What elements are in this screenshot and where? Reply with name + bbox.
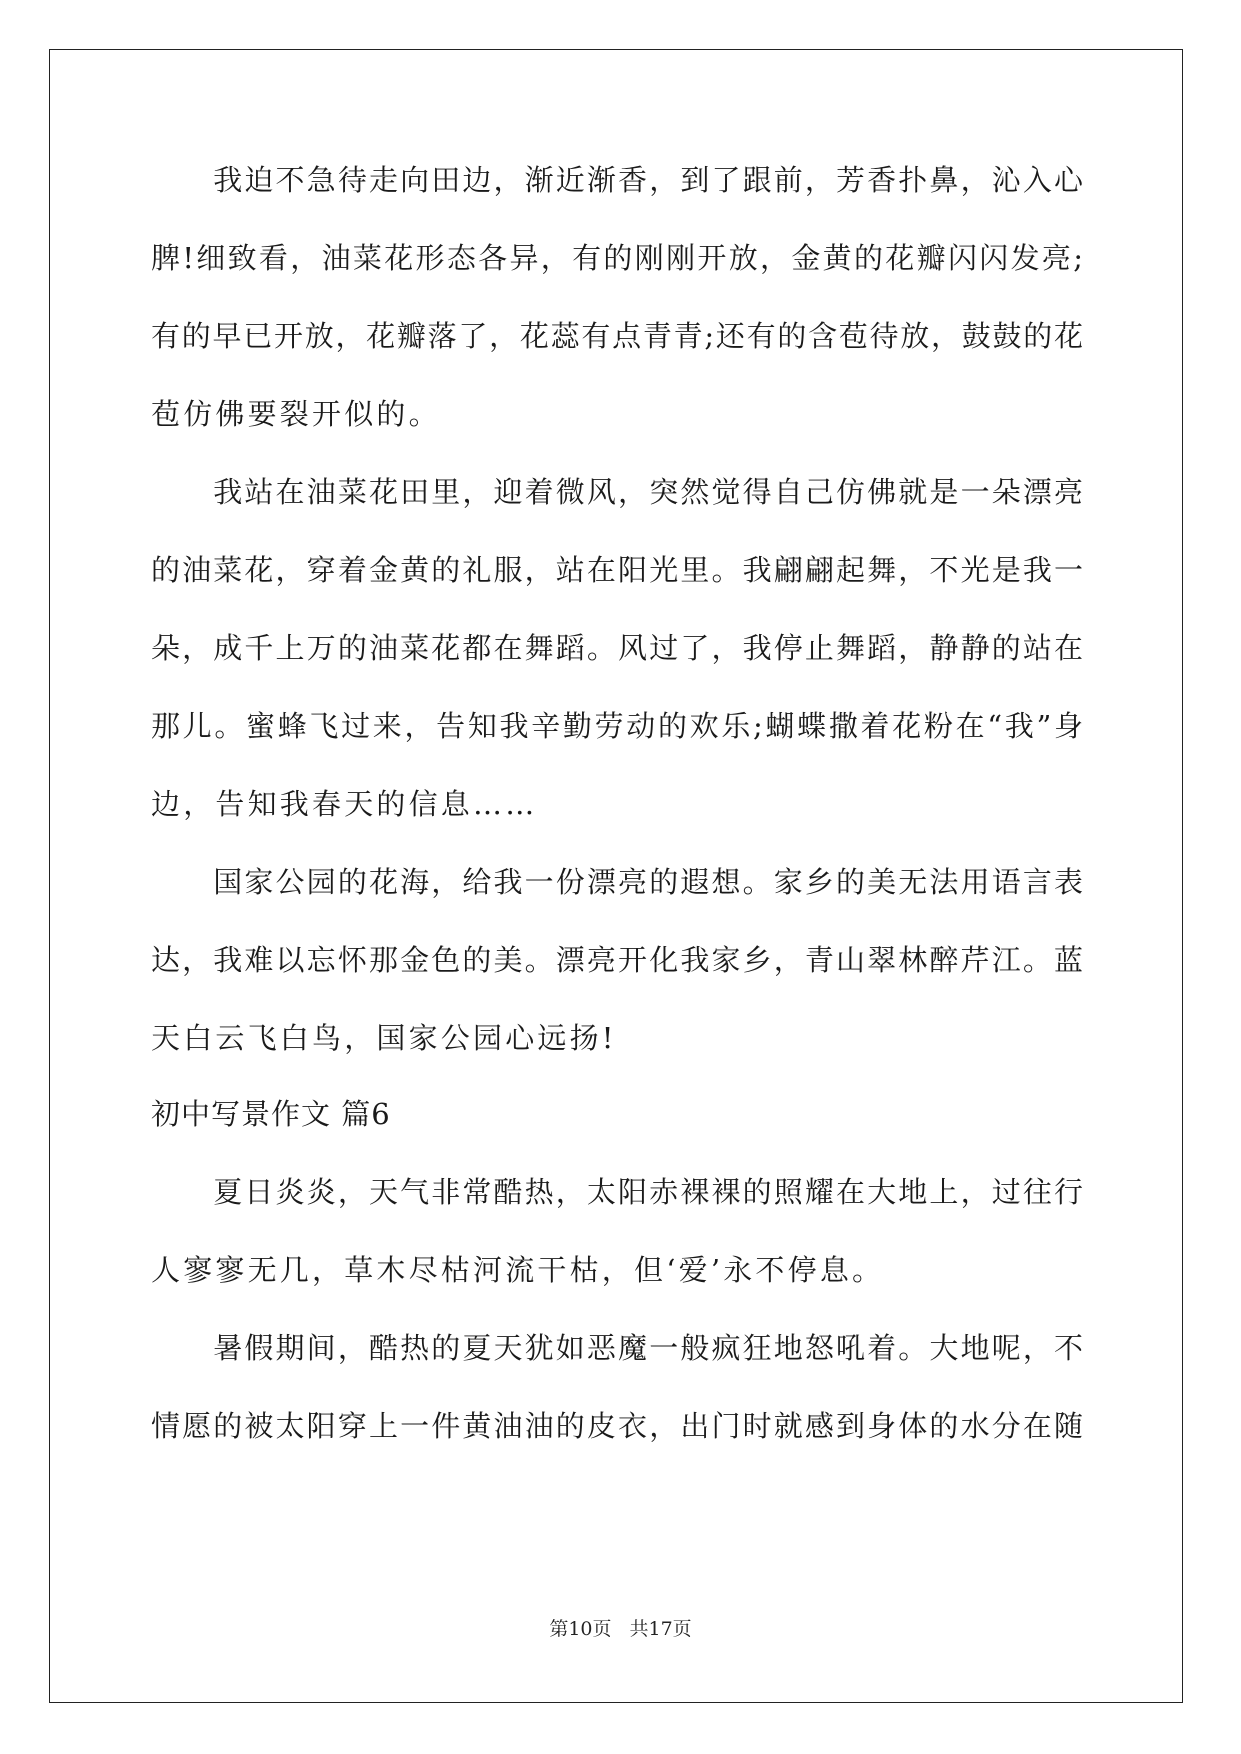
text-line: 苞仿佛要裂开似的。: [151, 397, 441, 431]
text-line: 脾!细致看，油菜花形态各异，有的刚刚开放，金黄的花瓣闪闪发亮;: [151, 241, 1083, 275]
text-line: 国家公园的花海，给我一份漂亮的遐想。家乡的美无法用语言表: [151, 865, 1083, 899]
text-line: 人寥寥无几，草木尽枯河流干枯，但‘爱’永不停息。: [151, 1253, 885, 1287]
text-line: 有的早已开放，花瓣落了，花蕊有点青青;还有的含苞待放，鼓鼓的花: [151, 319, 1083, 353]
page-footer: [0, 1617, 1241, 1641]
text-line: 朵，成千上万的油菜花都在舞蹈。风过了，我停止舞蹈，静静的站在: [151, 631, 1083, 665]
text-line: 的油菜花，穿着金黄的礼服，站在阳光里。我翩翩起舞，不光是我一: [151, 553, 1083, 587]
text-line: 暑假期间，酷热的夏天犹如恶魔一般疯狂地怒吼着。大地呢，不: [151, 1331, 1083, 1365]
page-number: 第10页: [549, 1618, 612, 1640]
text-line: 情愿的被太阳穿上一件黄油油的皮衣，出门时就感到身体的水分在随: [151, 1409, 1083, 1443]
text-line: 我站在油菜花田里，迎着微风，突然觉得自己仿佛就是一朵漂亮: [151, 475, 1083, 509]
text-line: 边，告知我春天的信息……: [151, 787, 538, 821]
page-total: 共17页: [629, 1618, 692, 1640]
text-line: 我迫不急待走向田边，渐近渐香，到了跟前，芳香扑鼻，沁入心: [151, 163, 1083, 197]
section-heading: 初中写景作文 篇6: [151, 1097, 391, 1131]
text-line: 夏日炎炎，天气非常酷热，太阳赤裸裸的照耀在大地上，过往行: [151, 1175, 1083, 1209]
text-line: 达，我难以忘怀那金色的美。漂亮开化我家乡，青山翠林醉芹江。蓝: [151, 943, 1083, 977]
text-line: 天白云飞白鸟，国家公园心远扬!: [151, 1021, 617, 1055]
text-line: 那儿。蜜蜂飞过来，告知我辛勤劳动的欢乐;蝴蝶撒着花粉在“我”身: [151, 709, 1083, 743]
